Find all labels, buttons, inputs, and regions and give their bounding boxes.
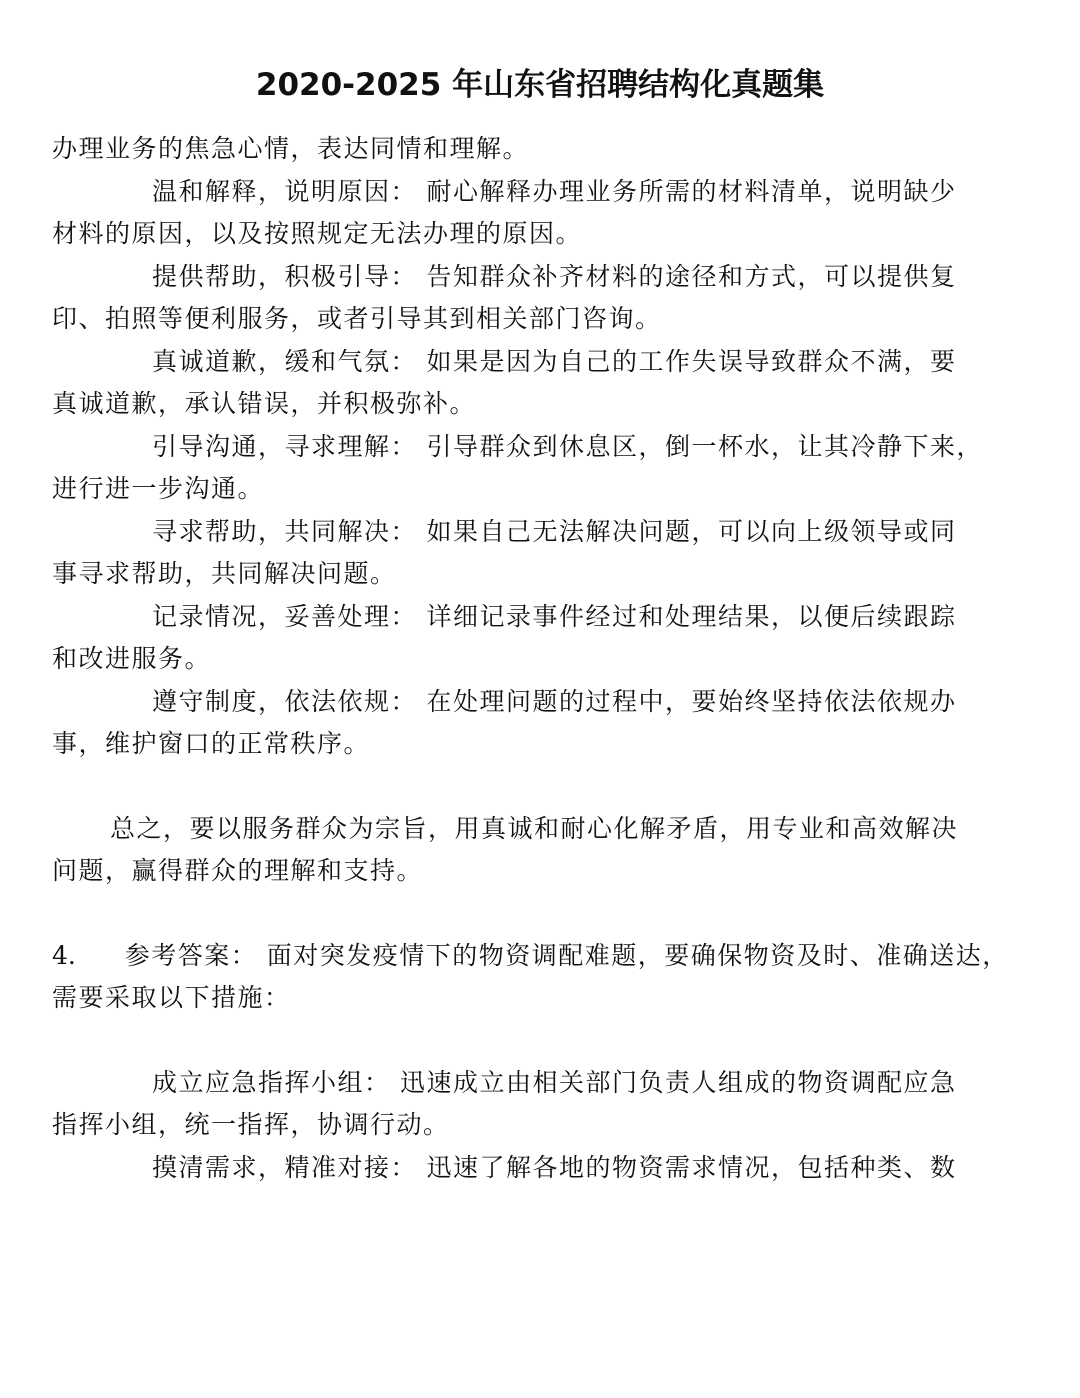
text-line: 记录情况，妥善处理： 详细记录事件经过和处理结果，以便后续跟踪 (152, 601, 957, 631)
text-line: 遵守制度，依法依规： 在处理问题的过程中，要始终坚持依法依规办 (152, 686, 957, 716)
page-title: 2020-2025 年山东省招聘结构化真题集 (255, 67, 825, 103)
paragraph-gap (52, 893, 1040, 935)
text-line: 真诚道歉，缓和气氛： 如果是因为自己的工作失误导致群众不满，要 (152, 346, 957, 376)
text-line: 办理业务的焦急心情，表达同情和理解。 (52, 134, 530, 163)
text-line: 指挥小组，统一指挥，协调行动。 (52, 1110, 450, 1139)
text-line: 材料的原因，以及按照规定无法办理的原因。 (52, 219, 583, 248)
answer-intro: 参考答案： 面对突发疫情下的物资调配难题，要确保物资及时、准确送达， (124, 940, 1009, 970)
question-answer-line (52, 935, 1040, 978)
paragraph-gap (52, 766, 1040, 808)
text-line: 提供帮助，积极引导： 告知群众补齐材料的途径和方式，可以提供复 (152, 261, 957, 291)
text-line: 引导沟通，寻求理解： 引导群众到休息区，倒一杯水，让其冷静下来， (152, 431, 983, 461)
text-line: 和改进服务。 (52, 644, 212, 673)
document-body (52, 128, 1040, 1189)
text-line: 需要采取以下措施： (52, 983, 291, 1012)
text-line: 事，维护窗口的正常秩序。 (52, 729, 371, 758)
text-line: 进行进一步沟通。 (52, 474, 265, 503)
text-line: 寻求帮助，共同解决： 如果自己无法解决问题，可以向上级领导或同 (152, 516, 957, 546)
text-line: 事寻求帮助，共同解决问题。 (52, 559, 397, 588)
text-line: 成立应急指挥小组： 迅速成立由相关部门负责人组成的物资调配应急 (152, 1067, 957, 1097)
text-line: 真诚道歉，承认错误，并积极弥补。 (52, 389, 477, 418)
text-line: 总之，要以服务群众为宗旨，用真诚和耐心化解矛盾，用专业和高效解决 (110, 813, 959, 843)
paragraph-gap (52, 1020, 1040, 1062)
text-line: 问题，赢得群众的理解和支持。 (52, 856, 424, 885)
text-line: 温和解释，说明原因： 耐心解释办理业务所需的材料清单，说明缺少 (152, 176, 957, 206)
text-line: 印、拍照等便利服务，或者引导其到相关部门咨询。 (52, 304, 662, 333)
question-number: 4. (52, 940, 76, 970)
text-line: 摸清需求，精准对接： 迅速了解各地的物资需求情况，包括种类、数 (152, 1152, 957, 1182)
